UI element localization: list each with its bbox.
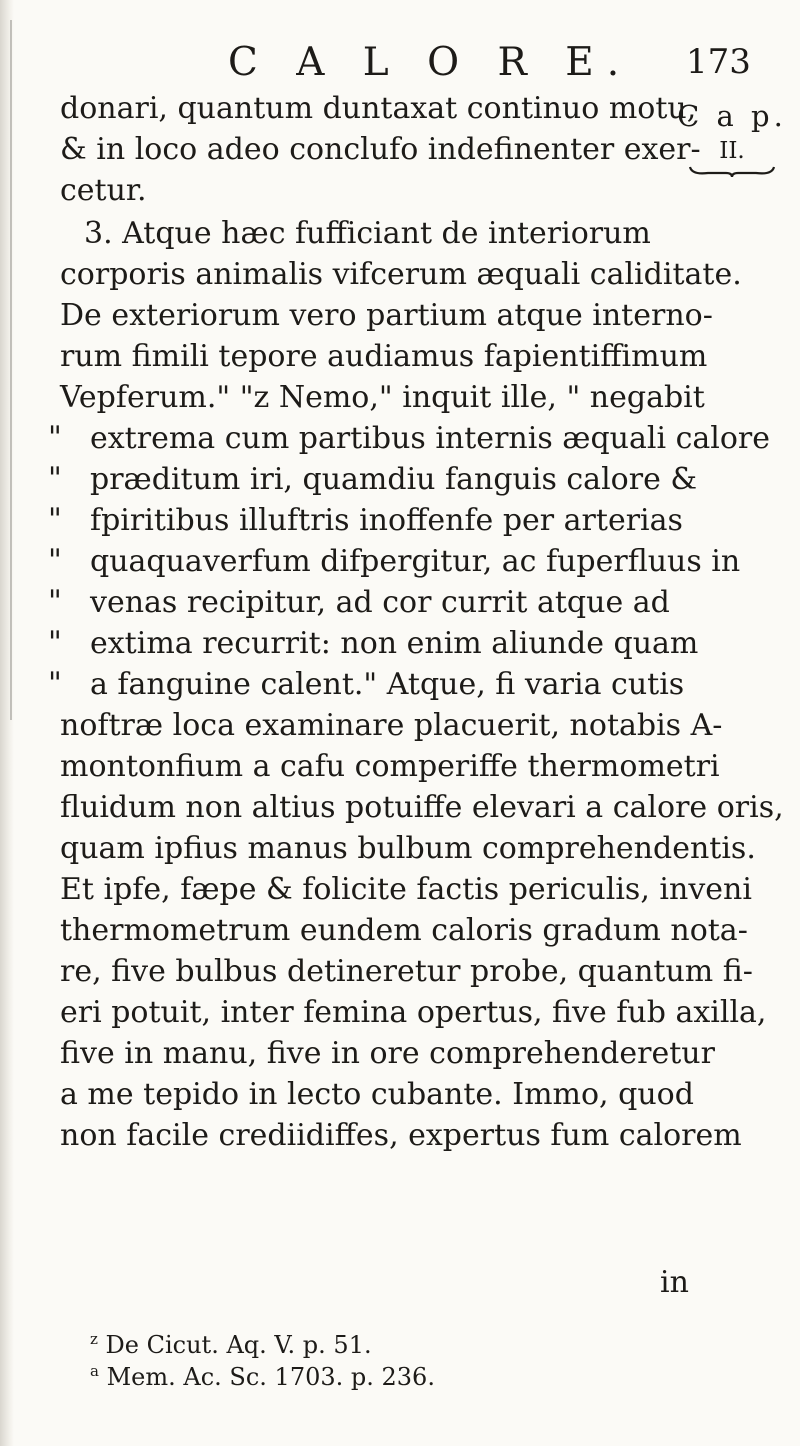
quote-mark: " xyxy=(48,584,62,619)
chapter-brace-icon xyxy=(688,164,776,178)
text-line: 3. Atque hæc fufficiant de interiorum xyxy=(84,216,651,251)
text-line: non facile crediidiffes, expertus fum calorem xyxy=(60,1118,742,1153)
text-line: a me tepido in lecto cubante. Immo, quod xyxy=(60,1077,694,1112)
text-line: montonfium a cafu comperiffe thermometri xyxy=(60,749,720,784)
text-line: quaquaverfum difpergitur, ac fuperfluus in xyxy=(90,544,741,579)
text-line: rum fimili tepore audiamus fapientiffimum xyxy=(60,339,708,374)
text-line: eri potuit, inter femina opertus, five fub axilla, xyxy=(60,995,767,1030)
footnote xyxy=(90,1330,372,1360)
text-line: re, five bulbus detineretur probe, quantum fi- xyxy=(60,954,753,989)
footnote-mark: z xyxy=(90,1330,98,1348)
catchword: in xyxy=(660,1265,689,1300)
footnote-text: De Cicut. Aq. V. p. 51. xyxy=(105,1331,372,1359)
text-line: donari, quantum duntaxat continuo motu, xyxy=(60,91,697,126)
text-line: fpiritibus illuftris inoffenfe per arterias xyxy=(90,503,683,538)
quote-mark: " xyxy=(48,666,62,701)
text-line: De exteriorum vero partium atque interno- xyxy=(60,298,713,333)
text-line: cetur. xyxy=(60,173,147,208)
text-line: fluidum non altius potuiffe elevari a calore oris, xyxy=(60,790,784,825)
text-line: venas recipitur, ad cor currit atque ad xyxy=(90,585,670,620)
chapter-label: C a p. xyxy=(677,99,787,133)
text-line: five in manu, five in ore comprehenderetur xyxy=(60,1036,715,1071)
quote-mark: " xyxy=(48,543,62,578)
text-line: extrema cum partibus internis æquali calore xyxy=(90,421,771,456)
text-line: quam ipfius manus bulbum comprehendentis. xyxy=(60,831,756,866)
page-number: 173 xyxy=(686,42,751,82)
text-line: thermometrum eundem caloris gradum nota- xyxy=(60,913,748,948)
text-line: extima recurrit: non enim aliunde quam xyxy=(90,626,699,661)
text-line: a fanguine calent." Atque, fi varia cutis xyxy=(90,667,685,702)
page-header xyxy=(0,40,800,90)
binding-edge-line xyxy=(10,20,12,720)
running-title: C A L O R E. xyxy=(228,40,633,85)
text-line: Et ipfe, fæpe & folicite factis periculis, inveni xyxy=(60,872,752,907)
quote-mark: " xyxy=(48,461,62,496)
text-line: præditum iri, quamdiu fanguis calore & xyxy=(90,462,698,497)
footnote-text: Mem. Ac. Sc. 1703. p. 236. xyxy=(106,1363,435,1391)
text-line: Vepferum." "z Nemo," inquit ille, " negabit xyxy=(60,380,705,415)
text-line: corporis animalis vifcerum æquali caliditate. xyxy=(60,257,742,292)
text-line: noftræ loca examinare placuerit, notabis A- xyxy=(60,708,723,743)
footnote xyxy=(90,1362,435,1392)
quote-mark: " xyxy=(48,502,62,537)
chapter-number: II. xyxy=(719,138,745,164)
footnote-mark: a xyxy=(90,1362,99,1380)
text-line: & in loco adeo conclufo indefinenter exer- xyxy=(60,132,701,167)
quote-mark: " xyxy=(48,625,62,660)
quote-mark: " xyxy=(48,420,62,455)
